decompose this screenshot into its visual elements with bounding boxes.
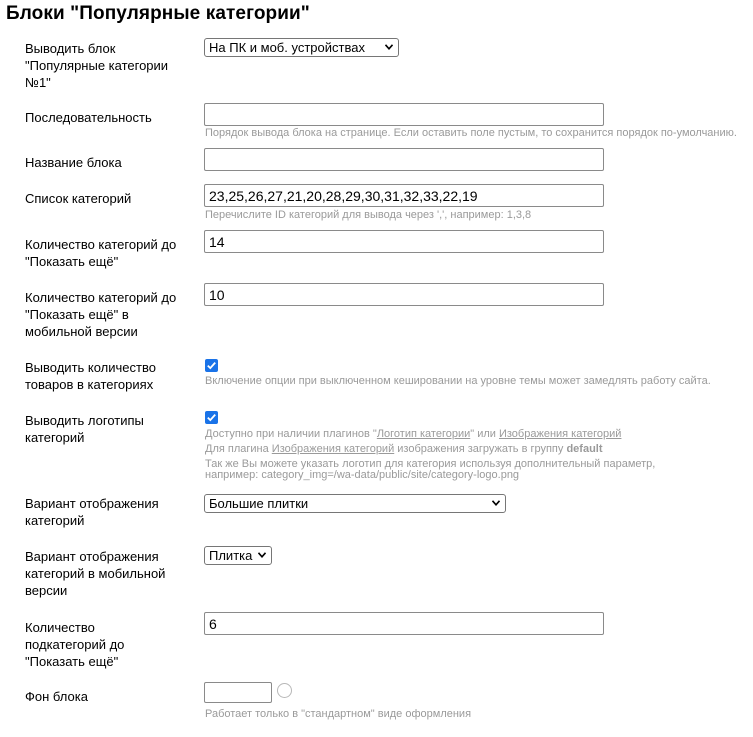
display-variant-mobile-select-value: Плитка [209,548,253,563]
show-logos-hint-param-line1: Так же Вы можете указать логотип для категория используя дополнительный параметр, [205,458,656,470]
order-label: Последовательность [25,110,152,125]
count-before-more-mobile-label: Количество категорий до "Показать ещё" в мобильной версии [25,290,177,339]
display-variant-mobile-select[interactable] [204,546,272,565]
category-list-label: Список категорий [25,191,132,206]
display-variant-select-value: Большие плитки [209,496,309,511]
show-block-select-value: На ПК и моб. устройствах [209,40,365,55]
chevron-down-icon [385,44,393,50]
images-plugin-link[interactable]: Изображения категорий [498,428,622,440]
display-variant-select[interactable] [204,494,506,513]
count-before-more-input[interactable] [204,230,604,253]
block-name-input[interactable] [204,148,604,171]
show-products-count-checkbox[interactable] [205,359,218,372]
hint-text: " или [470,428,499,440]
category-list-hint: Перечислите ID категорий для вывода через ',', например: 1,3,8 [205,209,532,221]
block-background-label: Фон блока [25,689,88,704]
category-list-input[interactable] [204,184,604,207]
logo-plugin-link[interactable]: Логотип категории [376,428,471,440]
display-variant-label: Вариант отображения категорий [25,496,159,528]
chevron-down-icon [492,500,500,506]
show-logos-hint-param-line2: например: category_img=/wa-data/public/site/category-logo.png [205,469,520,481]
checkmark-icon [206,360,217,371]
show-logos-checkbox[interactable] [205,411,218,424]
count-before-more-label: Количество категорий до "Показать ещё" [25,237,177,269]
subcategory-count-input[interactable] [204,612,604,635]
show-logos-label: Выводить логотипы категорий [25,413,144,445]
show-logos-hint-group [205,443,603,455]
order-input[interactable] [204,103,604,126]
color-picker-icon[interactable] [277,683,292,698]
hint-text: изображения загружать в группу [394,443,567,455]
hint-text: Для плагина [205,443,272,455]
hint-text: Доступно при наличии плагинов " [205,428,377,440]
checkmark-icon [206,412,217,423]
block-background-input[interactable] [204,682,272,703]
show-products-count-label: Выводить количество товаров в категориях [25,360,156,392]
display-variant-mobile-label: Вариант отображения категорий в мобильной версии [25,549,166,598]
group-name: default [566,443,603,455]
order-hint: Порядок вывода блока на странице. Если оставить поле пустым, то сохранится порядок по-умолчанию. [205,127,737,139]
subcategory-count-label: Количество подкатегорий до "Показать ещё" [25,620,125,669]
page-title: Блоки "Популярные категории" [6,3,310,24]
block-background-hint: Работает только в "стандартном" виде оформления [205,708,472,720]
images-plugin-link-2[interactable]: Изображения категорий [271,443,395,455]
count-before-more-mobile-input[interactable] [204,283,604,306]
show-block-label: Выводить блок "Популярные категории №1" [25,41,169,90]
show-products-count-hint: Включение опции при выключенном кешировании на уровне темы может замедлять работу сайта. [205,375,711,387]
block-name-label: Название блока [25,155,122,170]
show-logos-hint-plugins [205,428,621,440]
show-block-select[interactable] [204,38,399,57]
chevron-down-icon [258,552,266,558]
